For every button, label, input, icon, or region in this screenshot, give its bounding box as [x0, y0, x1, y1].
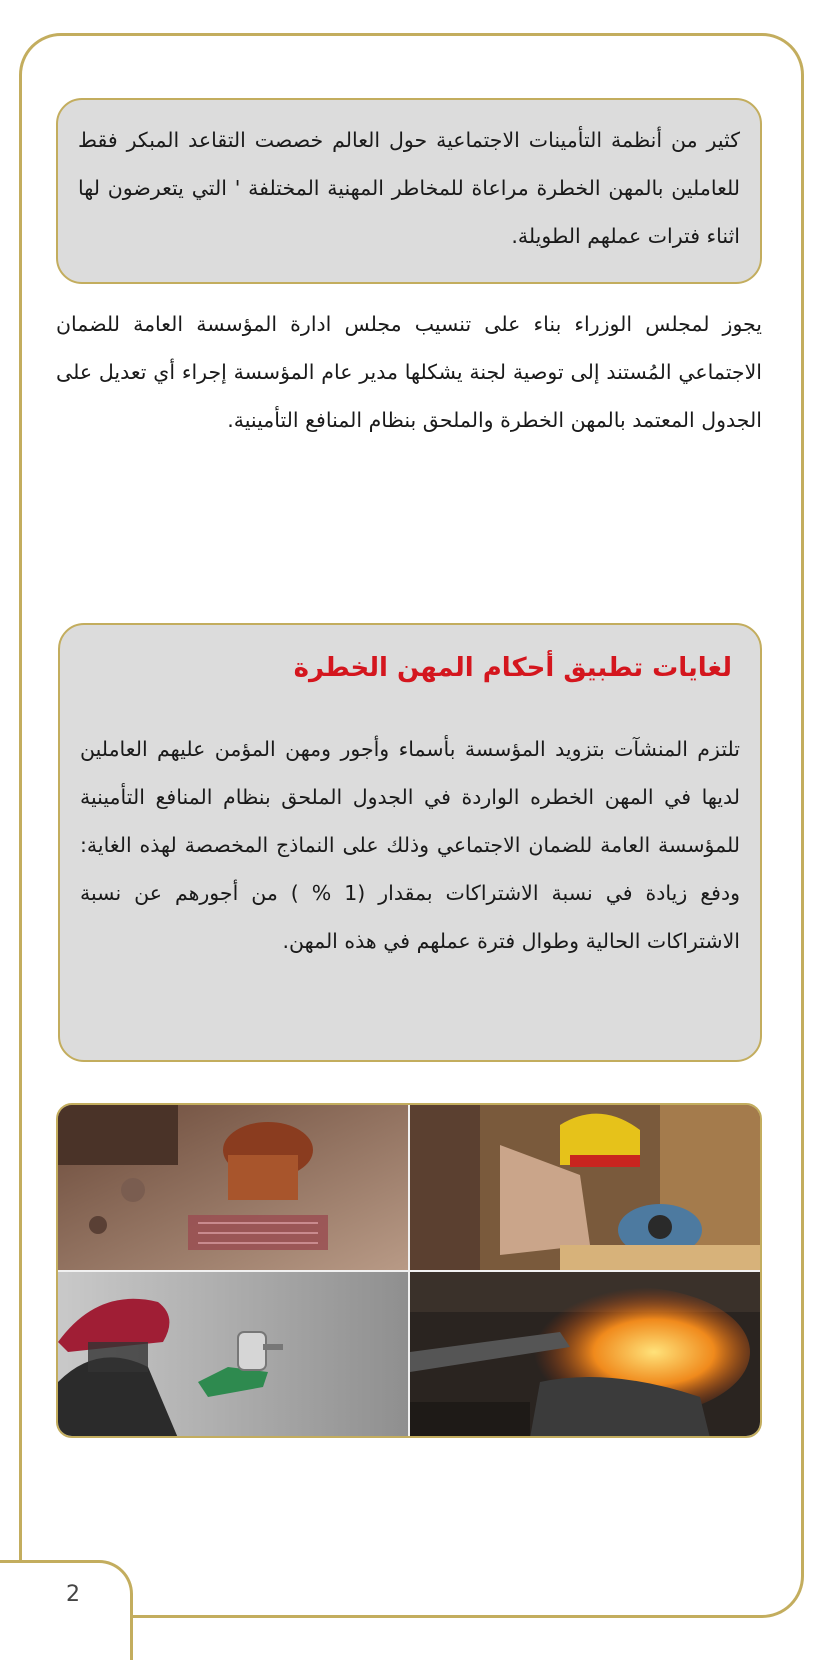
cabinet-paragraph: يجوز لمجلس الوزراء بناء على تنسيب مجلس ادارة المؤسسة العامة للضمان الاجتماعي المُستند إلى توصية لجنة يشكلها مدير عام المؤسسة إجراء أي تعديل على الجدول المعتمد بالمهن الخطرة والملحق بنظام المنافع التأمينية. — [56, 312, 762, 432]
page-number-tab — [0, 1560, 133, 1660]
hazard-box — [58, 623, 762, 1062]
intro-text: كثير من أنظمة التأمينات الاجتماعية حول العالم خصصت التقاعد المبكر فقط للعاملين بالمهن الخطرة مراعاة للمخاطر المهنية المختلفة ' التي يتعرضون لها اثناء فترات عملهم الطويلة. — [78, 128, 740, 248]
page-number: 2 — [66, 1582, 80, 1607]
hazard-heading: لغايات تطبيق أحكام المهن الخطرة — [293, 653, 732, 683]
intro-box — [56, 98, 762, 284]
photo-spray-painter — [58, 1272, 408, 1438]
photo-craft-worker — [58, 1105, 408, 1270]
photo-collage — [56, 1103, 762, 1438]
hazard-text: تلتزم المنشآت بتزويد المؤسسة بأسماء وأجور ومهن المؤمن عليهم العاملين لديها في المهن الخطره الواردة في الجدول الملحق بنظام المنافع التأمينية للمؤسسة العامة للضمان الاجتماعي وذلك على النماذج المخصصة لهذه الغاية: ودفع زيادة في نسبة الاشتراكات بمقدار (1 % ) من أجورهم عن نسبة الاشتراكات الحالية وطوال فترة عملهم في هذه المهن. — [80, 737, 740, 953]
photo-grinding-worker — [410, 1105, 762, 1270]
photo-welding-fire — [410, 1272, 762, 1438]
